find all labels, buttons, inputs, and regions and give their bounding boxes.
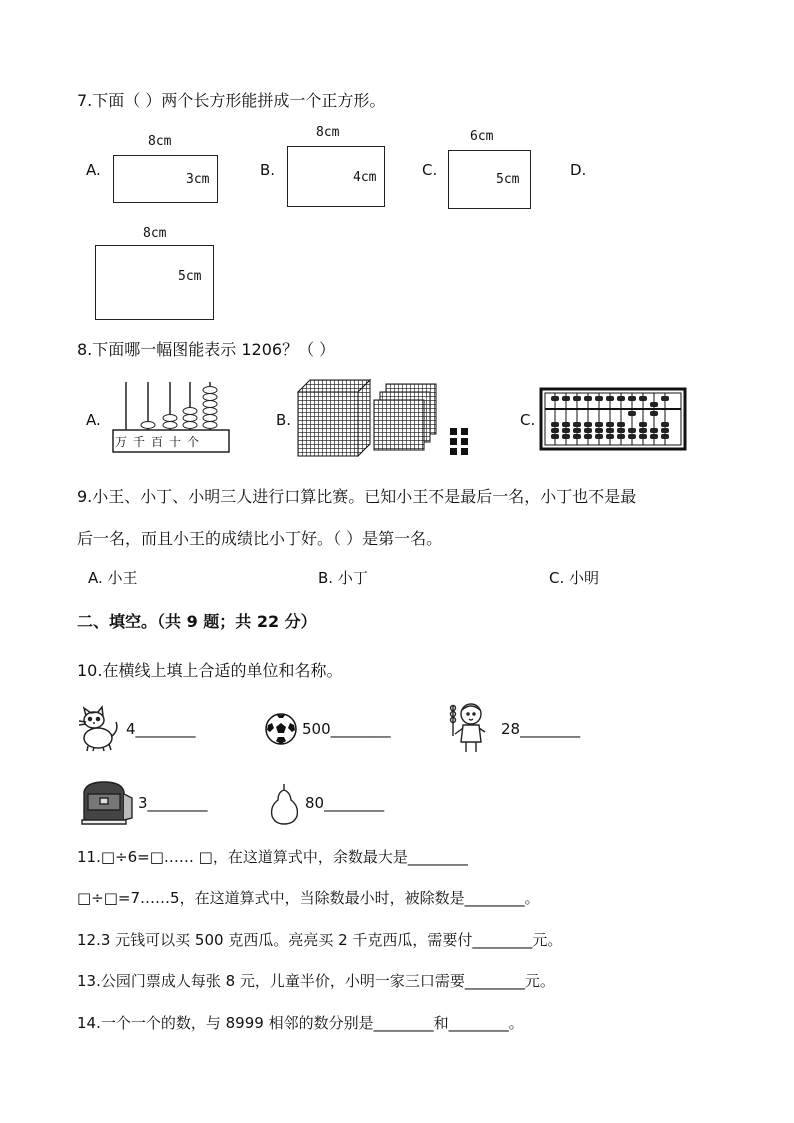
q7-option-d-height-label: 5cm [178,269,202,284]
q9-option-a[interactable]: A. 小王 [88,569,138,587]
q11-line-2: □÷□=7……5，在这道算式中，当除数最小时，被除数是________。 [77,889,540,907]
q8-option-c-letter[interactable]: C. [520,411,536,429]
counting-frame-labels [115,433,199,450]
section-2-title: 二、填空。（共 9 题；共 22 分） [77,612,317,631]
place-label-ge: 个 [187,435,200,449]
q7-option-c-height-label: 5cm [496,172,520,187]
q7-option-a-letter[interactable]: A. [86,161,101,179]
q9-line-2: 后一名，而且小王的成绩比小丁好。（ ）是第一名。 [77,529,443,548]
q7-stem: 7.下面（ ）两个长方形能拼成一个正方形。 [77,91,386,110]
q7-option-d-letter[interactable]: D. [570,161,587,179]
q7-option-d-width-label: 8cm [143,226,167,241]
q10-item-cat-text[interactable]: 4________ [126,720,196,738]
place-label-wan: 万 [115,435,128,449]
q8-option-a-letter[interactable]: A. [86,411,101,429]
q7-option-a-width-label: 8cm [148,134,172,149]
base-ten-blocks-icon [298,380,478,460]
q10-item-bag-text[interactable]: 3________ [138,794,208,812]
q7-option-a-height-label: 3cm [186,172,210,187]
q12-text: 12.3 元钱可以买 500 克西瓜。亮亮买 2 千克西瓜，需要付________元。 [77,931,563,949]
q7-option-c-width-label: 6cm [470,129,494,144]
q11-line-1: 11.□÷6=□…… □，在这道算式中，余数最大是________ [77,848,468,866]
soccer-ball-icon [265,713,297,745]
q7-option-b-width-label: 8cm [316,125,340,140]
place-label-shi: 十 [169,435,182,449]
schoolbag-icon [78,780,134,826]
q9-option-b[interactable]: B. 小丁 [318,569,368,587]
q7-option-b-height-label: 4cm [353,170,377,185]
q9-option-c[interactable]: C. 小明 [549,569,600,587]
child-icon [447,700,491,756]
q8-stem: 8.下面哪一幅图能表示 1206？（ ） [77,340,336,359]
q14-text: 14.一个一个的数，与 8999 相邻的数分别是________和________。 [77,1014,524,1032]
cat-icon [76,706,120,752]
q9-line-1: 9.小王、小丁、小明三人进行口算比赛。已知小王不是最后一名，小丁也不是最 [77,487,637,506]
pear-icon [266,782,302,826]
q10-item-child-text[interactable]: 28________ [501,720,581,738]
q7-option-b-letter[interactable]: B. [260,161,276,179]
q10-item-ball-text[interactable]: 500________ [302,720,391,738]
q10-stem: 10.在横线上填上合适的单位和名称。 [77,661,343,680]
q7-option-c-letter[interactable]: C. [422,161,438,179]
abacus-icon [540,388,686,450]
q8-option-b-letter[interactable]: B. [276,411,292,429]
q13-text: 13.公园门票成人每张 8 元，儿童半价，小明一家三口需要________元。 [77,972,555,990]
place-label-bai: 百 [151,435,164,449]
place-label-qian: 千 [133,435,146,449]
q10-item-pear-text[interactable]: 80________ [305,794,385,812]
